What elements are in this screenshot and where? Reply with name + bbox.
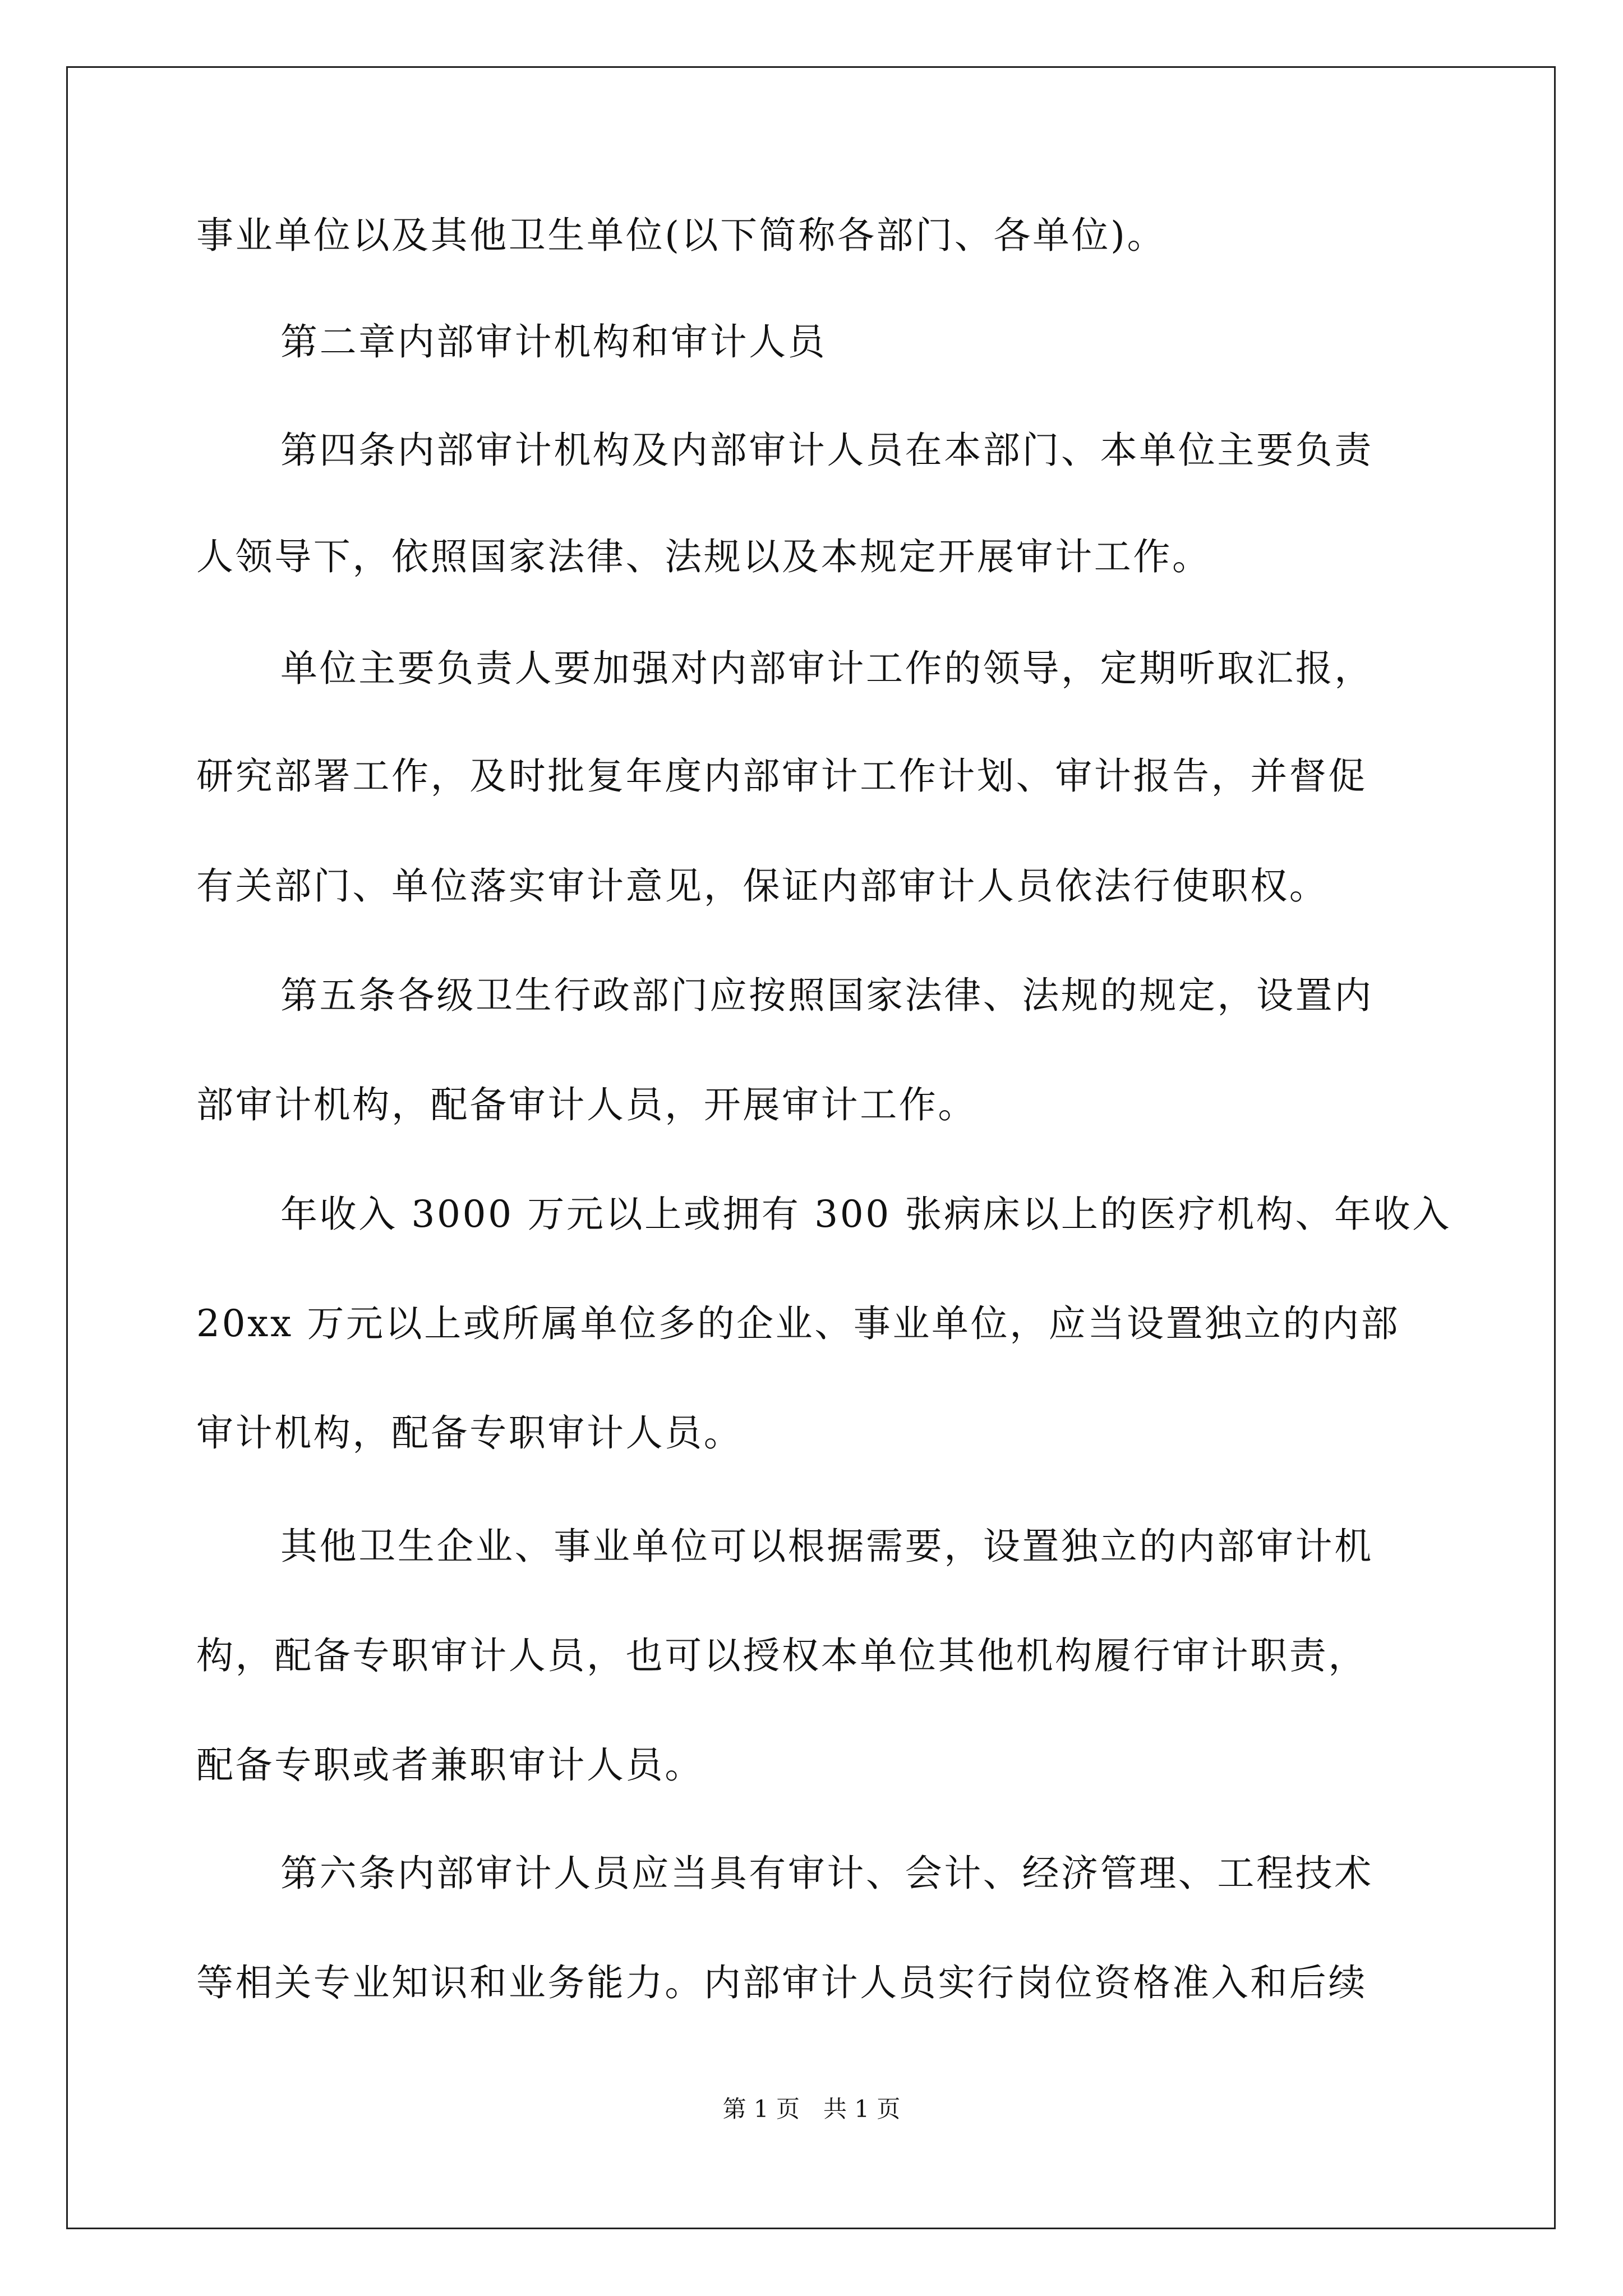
body-line: 单位主要负责人要加强对内部审计工作的领导，定期听取汇报， xyxy=(280,647,1373,690)
body-line: 构，配备专职审计人员，也可以授权本单位其他机构履行审计职责， xyxy=(196,1634,1367,1677)
chapter-heading: 第二章内部审计机构和审计人员 xyxy=(280,320,827,364)
body-line: 第五条各级卫生行政部门应按照国家法律、法规的规定，设置内 xyxy=(280,974,1373,1017)
body-line: 等相关专业知识和业务能力。内部审计人员实行岗位资格准入和后续 xyxy=(196,1961,1367,2004)
body-line: 其他卫生企业、事业单位可以根据需要，设置独立的内部审计机 xyxy=(280,1525,1373,1568)
body-line: 20xx 万元以上或所属单位多的企业、事业单位，应当设置独立的内部 xyxy=(196,1302,1400,1345)
body-line: 第四条内部审计机构及内部审计人员在本部门、本单位主要负责 xyxy=(280,429,1373,472)
body-line: 部审计机构，配备审计人员，开展审计工作。 xyxy=(196,1083,977,1126)
body-line: 有关部门、单位落实审计意见，保证内部审计人员依法行使职权。 xyxy=(196,864,1329,908)
page-border xyxy=(66,66,1556,2229)
body-line: 年收入 3000 万元以上或拥有 300 张病床以上的医疗机构、年收入 xyxy=(280,1193,1451,1236)
page-number: 第 1 页 共 1 页 xyxy=(722,2095,901,2123)
body-line: 事业单位以及其他卫生单位(以下简称各部门、各单位)。 xyxy=(196,214,1166,257)
body-line: 人领导下，依照国家法律、法规以及本规定开展审计工作。 xyxy=(196,535,1211,578)
body-line: 审计机构，配备专职审计人员。 xyxy=(196,1411,743,1455)
body-line: 配备专职或者兼职审计人员。 xyxy=(196,1743,704,1787)
body-line: 第六条内部审计人员应当具有审计、会计、经济管理、工程技术 xyxy=(280,1852,1373,1895)
body-line: 研究部署工作，及时批复年度内部审计工作计划、审计报告，并督促 xyxy=(196,754,1367,798)
